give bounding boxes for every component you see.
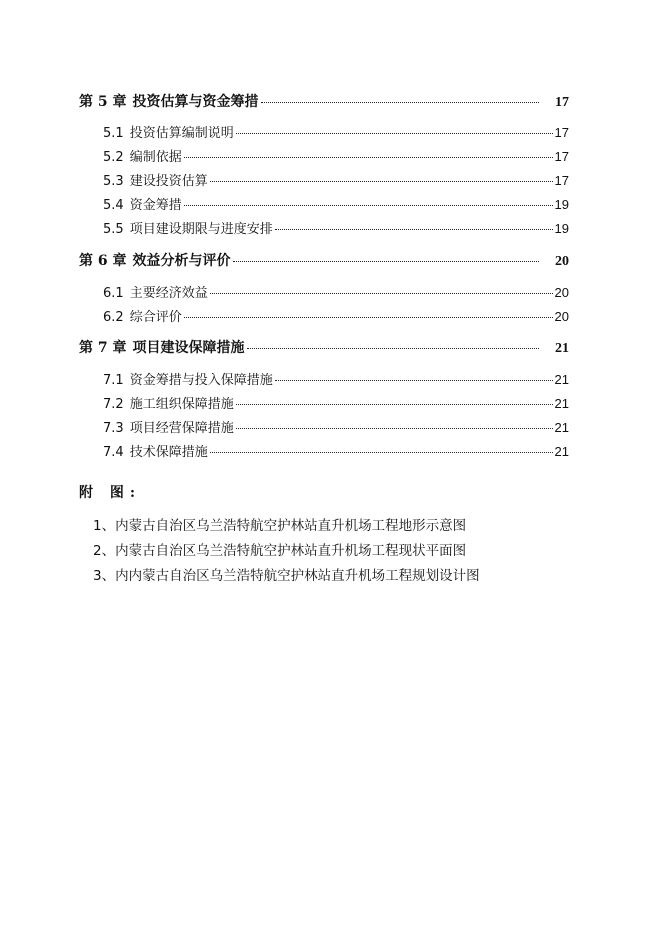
page-number: 17 <box>554 173 569 188</box>
chapter-title: 效益分析与评价 <box>132 253 231 269</box>
dot-leader <box>275 229 553 230</box>
page-number: 21 <box>554 444 569 459</box>
chapter-title: 投资估算与资金筹措 <box>132 94 259 110</box>
page-number: 21 <box>554 420 569 435</box>
section-number: 5.5 <box>103 222 124 237</box>
toc-section-5-3[interactable] <box>103 170 569 190</box>
section-title: 资金筹措 <box>129 198 182 213</box>
section-title: 施工组织保障措施 <box>129 397 234 412</box>
page-number: 19 <box>554 197 569 212</box>
appendix-item: 1、内蒙古自治区乌兰浩特航空护林站直升机场工程地形示意图 <box>93 518 467 534</box>
page-number: 21 <box>554 372 569 387</box>
page-number: 17 <box>555 95 569 110</box>
dot-leader <box>236 428 553 429</box>
dot-leader <box>210 293 553 294</box>
dot-leader <box>247 348 540 349</box>
toc-chapter-7[interactable] <box>79 337 569 357</box>
section-title: 主要经济效益 <box>129 286 208 301</box>
section-title: 综合评价 <box>129 310 182 325</box>
chapter-number: 第 5 章 <box>79 94 127 110</box>
section-number: 7.3 <box>103 421 124 436</box>
dot-leader <box>236 133 553 134</box>
toc-chapter-6[interactable] <box>79 250 569 270</box>
chapter-title: 项目建设保障措施 <box>132 340 245 356</box>
toc-section-5-4[interactable] <box>103 194 569 214</box>
dot-leader <box>184 157 553 158</box>
appendix-item: 2、内蒙古自治区乌兰浩特航空护林站直升机场工程现状平面图 <box>93 543 467 559</box>
section-number: 5.2 <box>103 150 124 165</box>
toc-section-5-5[interactable] <box>103 218 569 238</box>
appendix-item: 3、内内蒙古自治区乌兰浩特航空护林站直升机场工程规划设计图 <box>93 568 480 584</box>
section-number: 5.3 <box>103 174 124 189</box>
dot-leader <box>210 452 553 453</box>
dot-leader <box>210 181 553 182</box>
section-title: 资金筹措与投入保障措施 <box>129 373 273 388</box>
dot-leader <box>275 380 553 381</box>
toc-section-7-2[interactable] <box>103 393 569 413</box>
section-title: 编制依据 <box>129 150 182 165</box>
page-number: 17 <box>554 149 569 164</box>
toc-section-7-4[interactable] <box>103 441 569 461</box>
section-number: 5.4 <box>103 198 124 213</box>
page-number: 19 <box>554 221 569 236</box>
section-number: 6.2 <box>103 310 124 325</box>
dot-leader <box>184 205 553 206</box>
toc-section-6-2[interactable] <box>103 306 569 326</box>
section-title: 投资估算编制说明 <box>129 126 234 141</box>
section-number: 7.1 <box>103 373 124 388</box>
section-number: 7.4 <box>103 445 124 460</box>
appendix-heading: 附 图: <box>79 485 142 501</box>
toc-section-5-1[interactable] <box>103 122 569 142</box>
dot-leader <box>236 404 553 405</box>
toc-chapter-5[interactable] <box>79 91 569 111</box>
page-number: 21 <box>554 396 569 411</box>
page-number: 21 <box>555 341 569 356</box>
dot-leader <box>233 261 540 262</box>
toc-section-7-3[interactable] <box>103 417 569 437</box>
section-number: 6.1 <box>103 286 124 301</box>
toc-section-6-1[interactable] <box>103 282 569 302</box>
page-number: 20 <box>555 254 569 269</box>
section-number: 7.2 <box>103 397 124 412</box>
dot-leader <box>261 102 540 103</box>
chapter-number: 第 6 章 <box>79 253 127 269</box>
section-title: 项目建设期限与进度安排 <box>129 222 273 237</box>
toc-section-7-1[interactable] <box>103 369 569 389</box>
section-title: 建设投资估算 <box>129 174 208 189</box>
dot-leader <box>184 317 553 318</box>
page-number: 20 <box>554 285 569 300</box>
section-title: 技术保障措施 <box>129 445 208 460</box>
section-title: 项目经营保障措施 <box>129 421 234 436</box>
toc-section-5-2[interactable] <box>103 146 569 166</box>
chapter-number: 第 7 章 <box>79 340 127 356</box>
page-number: 20 <box>554 309 569 324</box>
page-number: 17 <box>554 125 569 140</box>
section-number: 5.1 <box>103 126 124 141</box>
